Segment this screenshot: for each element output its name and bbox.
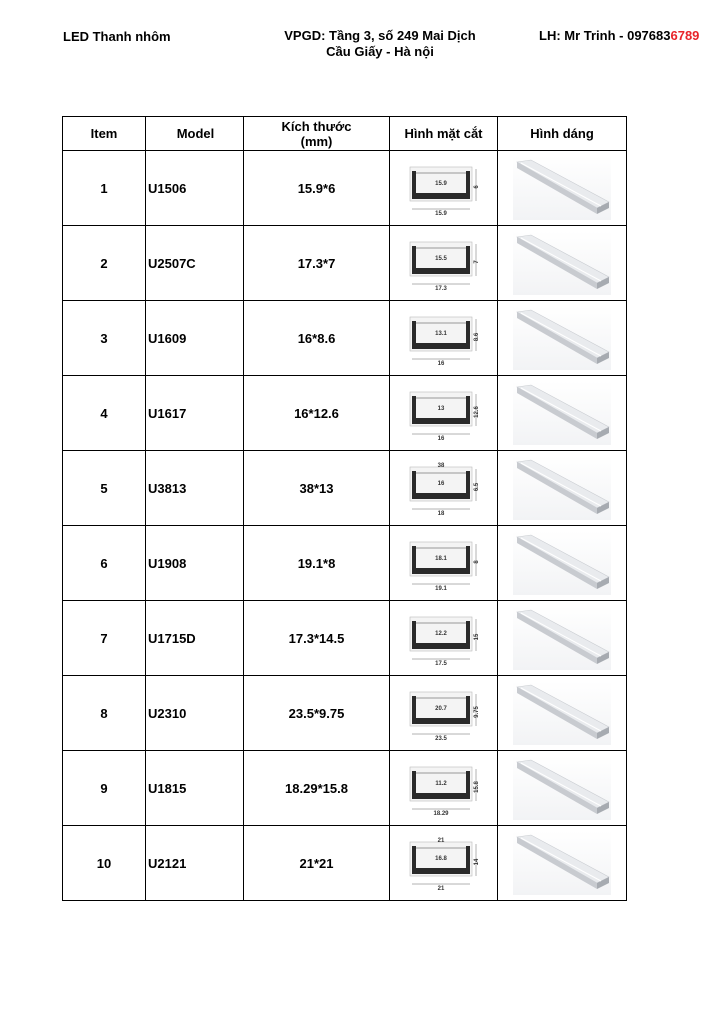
col-item: Item [63, 117, 146, 151]
cross-section-cell [390, 751, 498, 826]
shape-cell [498, 826, 627, 901]
table-row [63, 676, 627, 751]
header-contact-text: LH: Mr Trinh - 097683 [539, 28, 671, 43]
height-label: 15.8 [473, 781, 480, 793]
height-label: 14 [473, 858, 480, 866]
shape-cell [498, 601, 627, 676]
header-contact-highlight: 6789 [670, 28, 700, 43]
shape-cell [498, 226, 627, 301]
dimensions: 18.29*15.8 [244, 751, 390, 826]
table-row [63, 151, 627, 226]
col-size-line1: Kích thước [281, 118, 352, 134]
item-number: 2 [63, 226, 146, 301]
model-code: U2121 [146, 826, 244, 901]
inner-width-label: 16 [437, 481, 444, 487]
cross-section-cell [390, 676, 498, 751]
model-code: U1908 [146, 526, 244, 601]
header-contact [539, 28, 699, 44]
col-model: Model [146, 117, 244, 151]
dimensions: 38*13 [244, 451, 390, 526]
shape-cell [498, 451, 627, 526]
table-body [63, 151, 627, 901]
item-number: 4 [63, 376, 146, 451]
outer-width-label: 16 [437, 436, 444, 442]
outer-width-label: 23.5 [434, 736, 447, 742]
cross-section-drawing [406, 534, 482, 592]
dimensions: 16*12.6 [244, 376, 390, 451]
cross-section-drawing [406, 834, 482, 892]
item-number: 7 [63, 601, 146, 676]
profile-3d-image [513, 156, 611, 220]
shape-cell [498, 676, 627, 751]
header-address-line2: Cầu Giấy - Hà nội [326, 44, 434, 59]
col-shape: Hình dáng [498, 117, 627, 151]
product-table [62, 116, 627, 901]
item-number: 1 [63, 151, 146, 226]
header-left: LED Thanh nhôm [63, 29, 171, 44]
cross-section-cell [390, 526, 498, 601]
model-code: U1617 [146, 376, 244, 451]
shape-cell [498, 301, 627, 376]
profile-3d-image [513, 306, 611, 370]
extra-dimension-label: 38 [437, 463, 444, 469]
model-code: U1815 [146, 751, 244, 826]
dimensions: 21*21 [244, 826, 390, 901]
table-header-row [63, 117, 627, 151]
inner-width-label: 15.9 [434, 181, 447, 187]
height-label: 7 [473, 260, 480, 264]
outer-width-label: 18 [437, 511, 444, 517]
cross-section-cell [390, 826, 498, 901]
shape-cell [498, 376, 627, 451]
height-label: 6.5 [473, 482, 480, 492]
cross-section-drawing [406, 684, 482, 742]
inner-width-label: 18.1 [434, 556, 447, 562]
outer-width-label: 16 [437, 361, 444, 367]
table-row [63, 226, 627, 301]
cross-section-drawing [406, 459, 482, 517]
height-label: 15 [473, 633, 480, 641]
shape-cell [498, 526, 627, 601]
table-row [63, 601, 627, 676]
model-code: U1506 [146, 151, 244, 226]
header-address-line1: VPGD: Tầng 3, số 249 Mai Dịch [284, 28, 476, 43]
dimensions: 19.1*8 [244, 526, 390, 601]
cross-section-cell [390, 451, 498, 526]
dimensions: 23.5*9.75 [244, 676, 390, 751]
profile-3d-image [513, 681, 611, 745]
cross-section-drawing [406, 384, 482, 442]
table-row [63, 301, 627, 376]
header-address [270, 28, 490, 60]
outer-width-label: 19.1 [434, 586, 447, 592]
item-number: 8 [63, 676, 146, 751]
model-code: U1715D [146, 601, 244, 676]
shape-cell [498, 751, 627, 826]
dimensions: 16*8.6 [244, 301, 390, 376]
table-row [63, 376, 627, 451]
inner-width-label: 13 [437, 406, 444, 412]
inner-width-label: 16.8 [434, 856, 447, 862]
profile-3d-image [513, 756, 611, 820]
col-size [244, 117, 390, 151]
cross-section-cell [390, 226, 498, 301]
inner-width-label: 20.7 [434, 706, 447, 712]
profile-3d-image [513, 531, 611, 595]
outer-width-label: 21 [437, 886, 444, 892]
col-section: Hình mặt cắt [390, 117, 498, 151]
cross-section-cell [390, 601, 498, 676]
dimensions: 15.9*6 [244, 151, 390, 226]
outer-width-label: 17.5 [434, 661, 447, 667]
model-code: U3813 [146, 451, 244, 526]
item-number: 3 [63, 301, 146, 376]
cross-section-drawing [406, 759, 482, 817]
inner-width-label: 11.2 [434, 781, 447, 787]
profile-3d-image [513, 831, 611, 895]
item-number: 6 [63, 526, 146, 601]
height-label: 9.75 [473, 706, 480, 718]
height-label: 8 [473, 560, 480, 564]
dimensions: 17.3*14.5 [244, 601, 390, 676]
item-number: 9 [63, 751, 146, 826]
profile-3d-image [513, 231, 611, 295]
cross-section-cell [390, 376, 498, 451]
model-code: U2310 [146, 676, 244, 751]
extra-dimension-label: 21 [437, 838, 444, 844]
item-number: 10 [63, 826, 146, 901]
table-row [63, 751, 627, 826]
cross-section-cell [390, 301, 498, 376]
col-size-line2: (mm) [300, 133, 333, 149]
cross-section-cell [390, 151, 498, 226]
inner-width-label: 13.1 [434, 331, 447, 337]
outer-width-label: 17.3 [434, 286, 447, 292]
inner-width-label: 15.5 [434, 256, 447, 262]
item-number: 5 [63, 451, 146, 526]
cross-section-drawing [406, 159, 482, 217]
profile-3d-image [513, 381, 611, 445]
height-label: 8.6 [473, 332, 480, 342]
height-label: 6 [473, 185, 480, 189]
cross-section-drawing [406, 609, 482, 667]
table-row [63, 451, 627, 526]
cross-section-drawing [406, 309, 482, 367]
cross-section-drawing [406, 234, 482, 292]
inner-width-label: 12.2 [434, 631, 447, 637]
table-row [63, 826, 627, 901]
table-row [63, 526, 627, 601]
height-label: 12.6 [473, 406, 480, 418]
outer-width-label: 15.9 [434, 211, 447, 217]
model-code: U1609 [146, 301, 244, 376]
model-code: U2507C [146, 226, 244, 301]
profile-3d-image [513, 606, 611, 670]
profile-3d-image [513, 456, 611, 520]
shape-cell [498, 151, 627, 226]
outer-width-label: 18.29 [432, 811, 449, 817]
dimensions: 17.3*7 [244, 226, 390, 301]
